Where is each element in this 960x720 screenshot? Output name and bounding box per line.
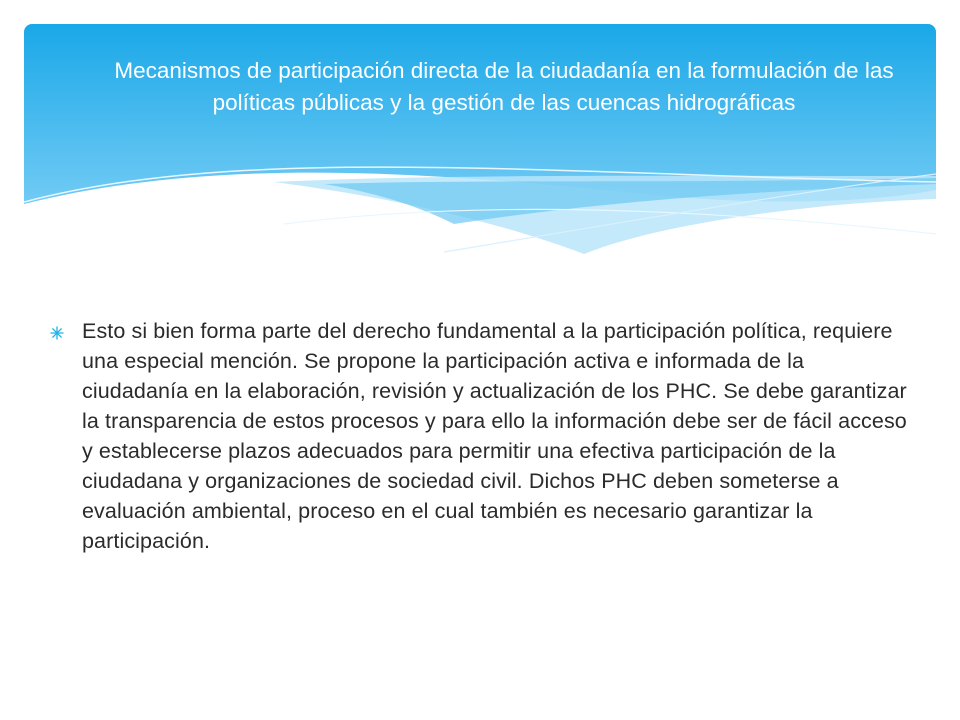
bullet-item	[50, 316, 910, 556]
asterisk-bullet-icon	[50, 316, 82, 350]
title-banner	[24, 24, 936, 264]
slide-title: Mecanismos de participación directa de la ciudadanía en la formulación de las políticas públicas y la gestión de las cuencas hidrográficas	[114, 58, 894, 115]
bullet-text: Esto si bien forma parte del derecho fundamental a la participación política, requiere una especial mención. Se propone la participación activa e informada de la ciudadanía en la elaboración, revisión y actualización de los PHC. Se debe garantizar la transparencia de estos procesos y para ello la información debe ser de fácil acceso y establecerse plazos adecuados para permitir una efectiva participación de la ciudadana y organizaciones de sociedad civil. Dichos PHC deben someterse a evaluación ambiental, proceso en el cual también es necesario garantizar la participación.	[82, 319, 907, 553]
